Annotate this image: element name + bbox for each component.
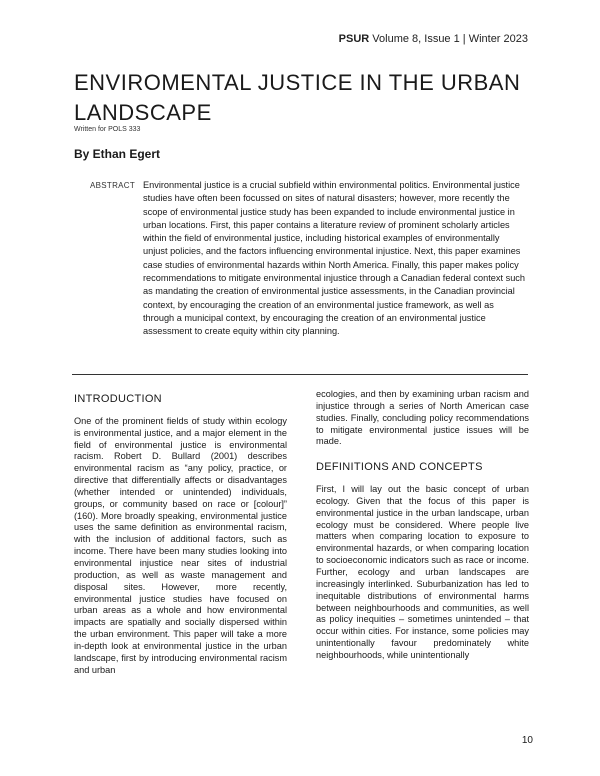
- abstract-text: Environmental justice is a crucial subfield within environmental politics. Environmental justice studies have often been focussed on sites of natural disasters; however, more recently the scope of environmental justice study has been expanded to include environmental justice in urban locations. First, this paper contains a literature review of prominent scholarly articles within the field of environmental justice, including historical examples of environmentally unjust policies, and the factors influencing environmental injustice. Next, this paper examines case studies of environmental hazards within North America. Finally, this paper makes policy recommendations to mitigate environmental injustice through a Canadian federal context such as mandating the creation of environmental justice assessments, in the Canadian provincial context, by encouraging the creation of an environmental justice framework, as well as through a municipal context, by encouraging the creation of an environmental justice assessment to create equity within city planning.: [143, 180, 526, 337]
- introduction-text: One of the prominent fields of study within ecology is environmental justice, and a major element in the field of environmental justice is environmental racism. Robert D. Bullard (2001) describes environmental racism as “any policy, practice, or directive that differentially affects or disadvantages (whether intended or unintended) individuals, groups, or community based on race or [colour]” (160). More broadly speaking, environmental justice uses the same definition as environmental racism, with the inclusion of additional factors, such as income. There have been many studies looking into environmental injustice near sites of industrial production, as well as waste management and disposal sites. However, more recently, environmental justice studies have focused on urban areas as a whole and how environmental impacts are spatially and socially dispersed within the urban environment. This paper will take a more in-depth look at environmental justice in the urban landscape, first by introducing environmental racism and urban: [74, 415, 287, 675]
- article-title: ENVIROMENTAL JUSTICE IN THE URBAN LANDSCAPE: [74, 70, 521, 125]
- left-column: [74, 394, 287, 676]
- running-head: [339, 33, 528, 45]
- introduction-heading: INTRODUCTION: [74, 393, 162, 405]
- page-number: 10: [521, 735, 533, 746]
- section-divider: [72, 374, 528, 375]
- written-for-note: Written for POLS 333: [74, 126, 141, 133]
- definitions-heading: DEFINITIONS AND CONCEPTS: [316, 461, 483, 474]
- abstract-label: ABSTRACT: [90, 181, 136, 190]
- definitions-text: First, I will lay out the basic concept of urban ecology. Given that the focus of this paper is environmental justice in the urban landscape, urban ecology must be considered. Where people live matters when comparing location to exposure to environmental hazards, or when comparing location to socioeconomic indicators such as race or income. Further, ecology and urban landscapes are increasingly interlinked. Suburbanization has led to inequitable distributions of environmental harms between neighbourhoods and communities, as well as policy inequities – sometimes unintended – that occur within cities. For instance, some policies may unintentionally favour predominately white neighbourhoods, while unintentionally: [316, 484, 529, 660]
- journal-name: PSUR: [338, 33, 370, 45]
- issue-info: Volume 8, Issue 1 | Winter 2023: [372, 33, 528, 45]
- introduction-text-continued: ecologies, and then by examining urban racism and injustice through a series of North American case studies. Finally, concluding policy recommendations to mitigate environmental justice issues will be made.: [316, 389, 529, 447]
- right-column: [316, 389, 529, 662]
- author-byline: By Ethan Egert: [74, 147, 161, 161]
